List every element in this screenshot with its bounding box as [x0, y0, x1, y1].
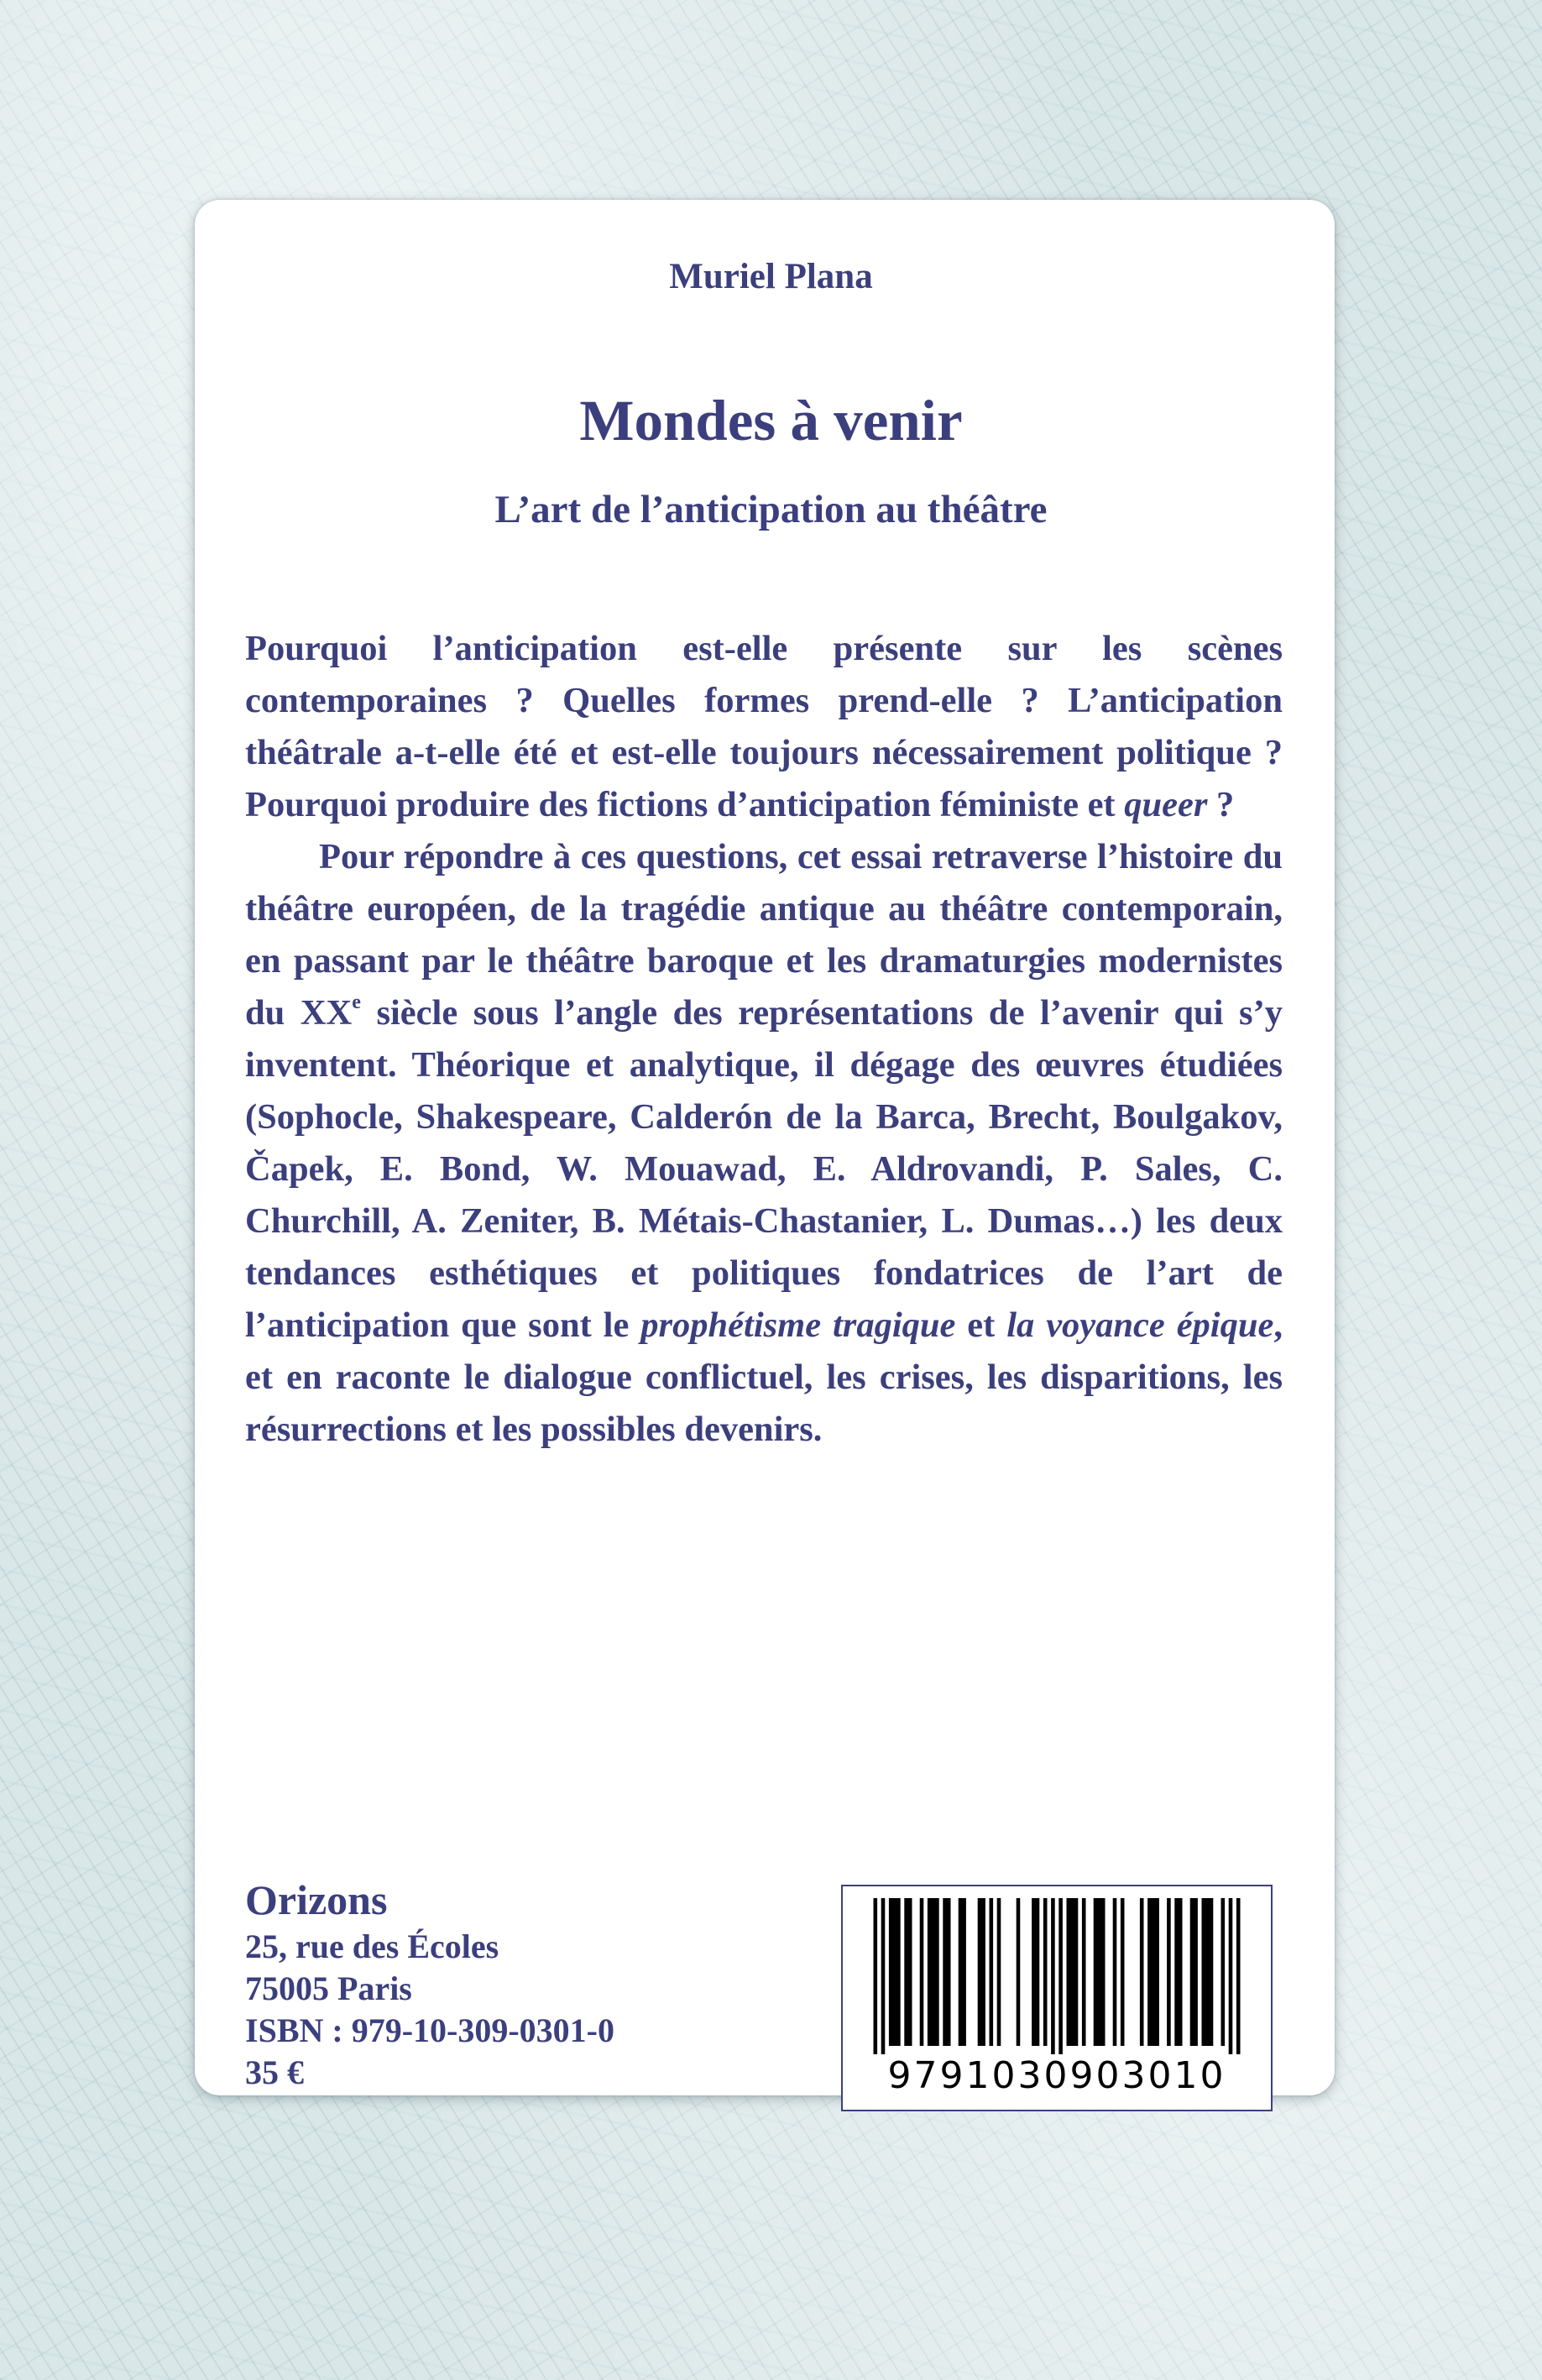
barcode-bar [904, 1898, 912, 2046]
barcode-bar [1017, 1898, 1021, 2046]
barcode-bar [990, 1898, 994, 2046]
century-numeral: XX [300, 993, 353, 1033]
blurb-p2-connector: et [955, 1305, 1007, 1345]
publisher-address: 25, rue des Écoles [245, 1928, 499, 1965]
barcode-box [841, 1885, 1273, 2111]
author-name: Muriel Plana [669, 257, 873, 296]
barcode-bar [1113, 1898, 1117, 2046]
barcode-bar [943, 1898, 950, 2046]
book-title: Mondes à venir [579, 389, 963, 452]
book-subtitle: L’art de l’anticipation au théâtre [494, 488, 1048, 531]
blurb-p1-end: ? [1207, 785, 1235, 824]
barcode-bar [1229, 1898, 1233, 2054]
barcode-bar [889, 1898, 901, 2046]
blurb-p2-italic-2: la voyance épique [1006, 1305, 1274, 1345]
barcode-bar [1051, 1898, 1055, 2054]
barcode-bar [1140, 1898, 1144, 2046]
publisher-name: Orizons [245, 1876, 388, 1923]
barcode-bar [997, 1898, 1001, 2046]
blurb-p1-text: Pourquoi l’anticipation est-elle présente sur les scènes contemporaines ? Quelles formes prend-elle ? L’anticipation théâtrale a-t-elle été et est-elle toujours nécessairement politique ? Pourquoi produire des fictions d’anticipation féministe et [245, 629, 1283, 824]
barcode-bar [1043, 1898, 1048, 2046]
barcode-bar [881, 1898, 886, 2054]
barcode-bar [928, 1898, 939, 2046]
barcode-bar [1121, 1898, 1125, 2046]
barcode-bar [1067, 1898, 1079, 2046]
barcode-bar [1167, 1898, 1171, 2046]
century-superscript: e [352, 991, 361, 1013]
blurb-p2-text-1: Pour répondre à ces questions, cet essai retraverse l’histoire du théâtre européen, de la tragédie antique au théâtre contemporain, en passant par le théâtre baroque et les dramaturgies modernistes du [245, 837, 1283, 1033]
blurb [245, 623, 1283, 1456]
barcode-bar [1174, 1898, 1182, 2046]
blurb-p2-text-3: , et en raconte le dialogue conflictuel, les crises, les disparitions, les résurrections et les possibles devenirs. [245, 1305, 1283, 1449]
barcode-bar [874, 1898, 878, 2054]
publisher-block [245, 1874, 614, 2094]
barcode-bar [1147, 1898, 1159, 2046]
barcode-bar [1058, 1898, 1063, 2054]
blurb-p2-text-2: siècle sous l’angle des représentations de l’avenir qui s’y inventent. Théorique et analytique, il dégage des œuvres étudiées (Sophocle, Shakespeare, Calderón de la Barca, Brecht, Boulgakov, Čapek, E. Bond, W. Mouawad, E. Aldrovandi, P. Sales, C. Churchill, A. Zeniter, B. Métais-Chastanier, L. Dumas…) les deux tendances esthétiques et politiques fondatrices de l’art de l’anticipation que sont le [245, 993, 1283, 1345]
publisher-city: 75005 Paris [245, 1969, 412, 2007]
barcode-bar [978, 1898, 985, 2046]
barcode-bar [1190, 1898, 1198, 2046]
blurb-p1-italic: queer [1124, 785, 1208, 824]
blurb-paragraph-1 [245, 623, 1283, 831]
barcode-bar [1094, 1898, 1106, 2046]
barcode-bar [920, 1898, 924, 2046]
barcode-bar [1236, 1898, 1241, 2054]
isbn: ISBN : 979-10-309-0301-0 [245, 2011, 614, 2049]
barcode-bar [1032, 1898, 1039, 2046]
barcode-bar [1202, 1898, 1214, 2046]
barcode-bar [1082, 1898, 1086, 2046]
price: 35 € [245, 2053, 304, 2091]
blurb-p2-italic-1: prophétisme tragique [640, 1305, 956, 1345]
blurb-paragraph-2 [245, 831, 1283, 1456]
barcode-digits: 9791030903010 [887, 2054, 1226, 2097]
barcode-bar [959, 1898, 966, 2046]
barcode-bar [1221, 1898, 1226, 2046]
